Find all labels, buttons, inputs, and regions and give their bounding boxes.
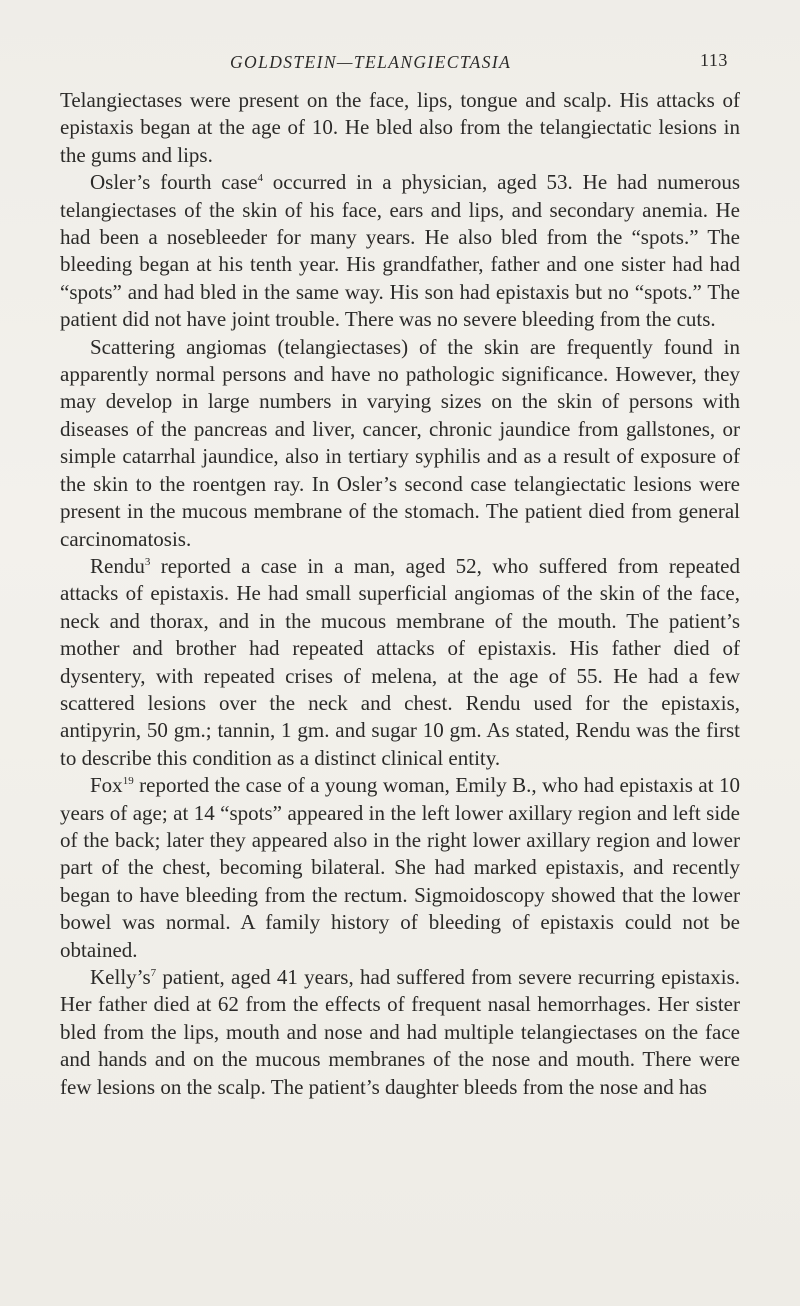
paragraph-continuation (60, 87, 740, 169)
paragraph-rendu (60, 553, 740, 772)
paragraph-lead: Kelly’s (90, 965, 151, 989)
paragraph-text: patient, aged 41 years, had suffered from severe recurring epistaxis. Her father died at 62 from the effects of frequent nasal hemorrhages. Her sister bled from the lips, mouth and nose and had multiple telangiectases on the face and hands and on the mucous membranes of the nose and mouth. There were few lesions on the scalp. The patient’s daughter bleeds from the nose and has (60, 965, 740, 1099)
paragraph-text: occurred in a physician, aged 53. He had numerous telangiectases of the skin of his face, ears and lips, and secondary anemia. He had been a nosebleeder for many years. He also bled from the “spots.” The bleeding began at his tenth year. His grandfather, father and one sister had had “spots” and had bled in the same way. His son had epistaxis but no “spots.” The patient did not have joint trouble. There was no severe bleeding from the cuts. (60, 170, 741, 332)
page-number: 113 (700, 50, 728, 70)
body-text (60, 87, 740, 1101)
reference-number: 3 (144, 555, 151, 568)
running-title: GOLDSTEIN—TELANGIECTASIA (230, 52, 512, 72)
paragraph-lead: Rendu (90, 553, 145, 578)
paragraph-lead: Fox (90, 773, 123, 798)
reference-number: 19 (122, 775, 134, 788)
paragraph-fox (60, 772, 740, 964)
paragraph-text: Scattering angiomas (telangiectases) of the skin are frequently found in apparently normal persons and have no pathologic significance. However, they may develop in large numbers in varying sizes on the skin of persons with diseases of the pancreas and liver, cancer, chronic jaundice from gallstones, or simple catarrhal jaundice, also in tertiary syphilis and as a result of exposure of the skin to the roentgen ray. In Osler’s second case telangiectatic lesions were present in the mucous membrane of the stomach. The patient died from general carcinomatosis. (60, 334, 740, 551)
reference-number: 7 (150, 967, 157, 979)
paragraph-text: reported the case of a young woman, Emily B., who had epistaxis at 10 years of age; at 14 “spots” appeared in the left lower axillary region and left side of the back; later they appeared also in the right lower axillary region and lower part of the chest, becoming bilateral. She had marked epistaxis, and recently began to have bleeding from the rectum. Sigmoidoscopy showed that the lower bowel was normal. A family history of bleeding of epistaxis could not be obtained. (60, 773, 740, 962)
paragraph-text: Telangiectases were present on the face, lips, tongue and scalp. His attacks of epistaxis began at the age of 10. He bled also from the telangiectatic lesions in the gums and lips. (60, 88, 740, 167)
reference-number: 4 (257, 172, 263, 185)
paragraph-lead: Osler’s fourth case (90, 170, 258, 195)
paragraph-scattering-angiomas (60, 334, 740, 553)
running-header (0, 50, 800, 78)
paragraph-kelly (60, 964, 740, 1101)
paragraph-osler-fourth-case (60, 169, 740, 333)
paragraph-text: reported a case in a man, aged 52, who suffered from repeated attacks of epistaxis. He had small superficial angiomas of the skin of the face, neck and thorax, and in the mucous membrane of the mouth. The patient’s mother and brother had repeated attacks of epistaxis. His father died of dysentery, with repeated crises of melena, at the age of 55. He had a few scattered lesions over the neck and chest. Rendu used for the epistaxis, antipyrin, 50 gm.; tannin, 1 gm. and sugar 10 gm. As stated, Rendu was the first to describe this condition as a distinct clinical entity. (60, 553, 740, 770)
